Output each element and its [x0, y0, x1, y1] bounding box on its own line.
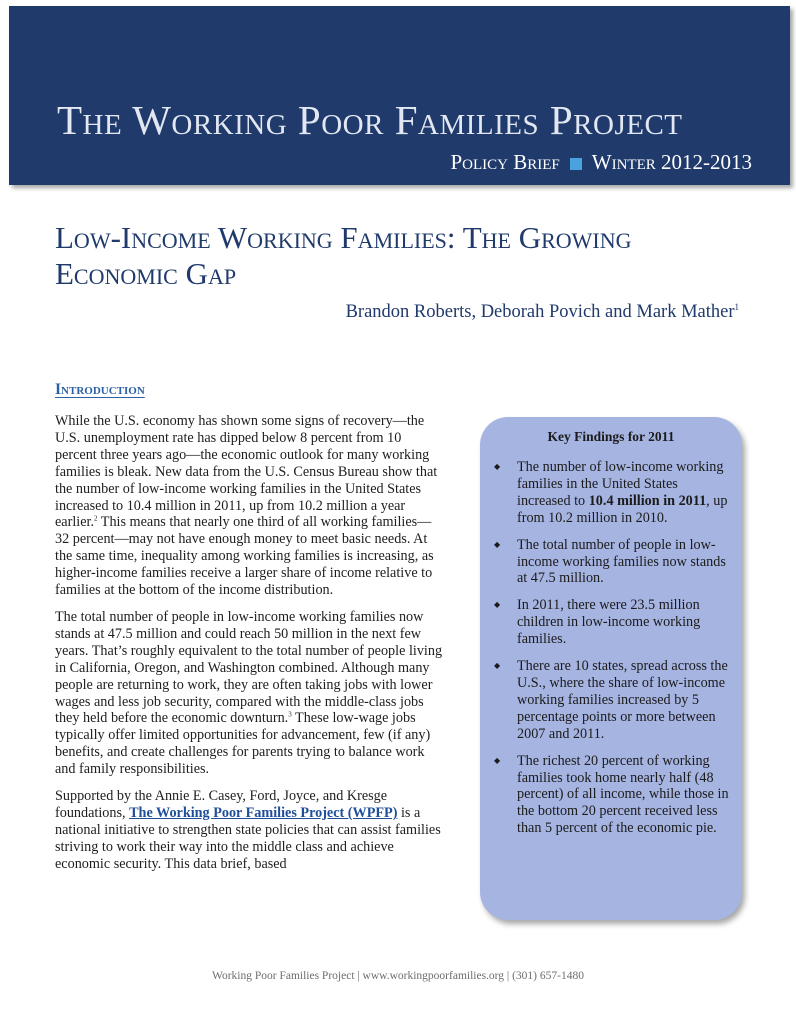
finding-item: ◆ In 2011, there were 23.5 million children in low-income working families. [494, 597, 701, 648]
diamond-bullet-icon: ◆ [494, 661, 501, 671]
key-findings-list [480, 459, 742, 837]
finding-item: ◆ The total number of people in low-income working families now stands at 47.5 million. [494, 536, 726, 587]
footnote-ref-3[interactable]: 3 [288, 710, 292, 719]
season-label: Winter 2012-2013 [591, 150, 752, 174]
author-line [346, 302, 739, 323]
diamond-bullet-icon: ◆ [494, 462, 501, 471]
diamond-bullet-icon: ◆ [494, 600, 501, 610]
introduction-body [55, 413, 445, 883]
author-footnote-ref[interactable]: 1 [734, 302, 739, 312]
header-banner [9, 6, 790, 185]
title-line-1: Low-Income Working Families: The Growing [55, 220, 632, 255]
introduction-heading: Introduction [55, 381, 145, 398]
intro-paragraph-1: While the U.S. economy has shown some signs of recovery—the U.S. unemployment rate has dipped below 8 percent from 10 percent three years ago—the economic outlook for many working families is bleak. New data from the U.S. Census Bureau show that the number of low-income working families in the United States increased to 10.4 million in 2011, up from 10.2 million a year earlier.$^2$ This means that nearly one third of all working families—32 percent—may not have enough money to meet basic needs. At the same time, inequality among working families is increasing, as higher-income families receive a larger share of income relative to families at the bottom of the income distribution. [55, 413, 438, 599]
document-title [55, 220, 735, 292]
key-findings-box [480, 417, 742, 920]
square-separator-icon [570, 158, 582, 170]
author-names: Brandon Roberts, Deborah Povich and Mark Mather [345, 302, 735, 323]
page-footer: Working Poor Families Project | www.workingpoorfamilies.org | (301) 657-1480 [212, 970, 584, 982]
brief-subtitle [450, 150, 752, 175]
diamond-bullet-icon: ◆ [494, 539, 501, 549]
finding-item: ◆ The number of low-income working families in the United States increased to 10.4 million in 2011, up from 10.2 million in 2010. [494, 459, 728, 526]
project-title: The Working Poor Families Project [57, 97, 683, 143]
key-findings-heading: Key Findings for 2011 [547, 429, 675, 444]
intro-paragraph-3: Supported by the Annie E. Casey, Ford, Joyce, and Kresge foundations, The Working Poor Families Project (WPFP) is a national initiative to strengthen state policies that can assist families striving to work their way into the middle class and achieve economic security. This data brief, based [55, 788, 441, 872]
finding-item: ◆ The richest 20 percent of working families took home nearly half (48 percent) of all income, while those in the bottom 20 percent received less than 5 percent of the economic pie. [494, 752, 729, 837]
series-label: Policy Brief [450, 150, 560, 174]
diamond-bullet-icon: ◆ [494, 755, 501, 765]
wpfp-link[interactable]: The Working Poor Families Project (WPFP) [129, 804, 398, 821]
finding-item: ◆ There are 10 states, spread across the U.S., where the share of low-income working families increased by 5 percentage points or more between 2007 and 2011. [494, 658, 728, 742]
intro-paragraph-2: The total number of people in low-income working families now stands at 47.5 million and could reach 50 million in the next few years. That’s roughly equivalent to the total number of people living in California, Oregon, and Washington combined. Although many people are returning to work, they are often taking jobs with lower wages and less job security, compared with the middle-class jobs they held before the economic downturn.$^3$ These low-wage jobs typically offer limited opportunities for advancement, few (if any) benefits, and create challenges for parents trying to balance work and family responsibilities. [55, 608, 443, 778]
footnote-ref-2[interactable]: 2 [94, 514, 98, 523]
title-line-2: Economic Gap [55, 256, 237, 291]
